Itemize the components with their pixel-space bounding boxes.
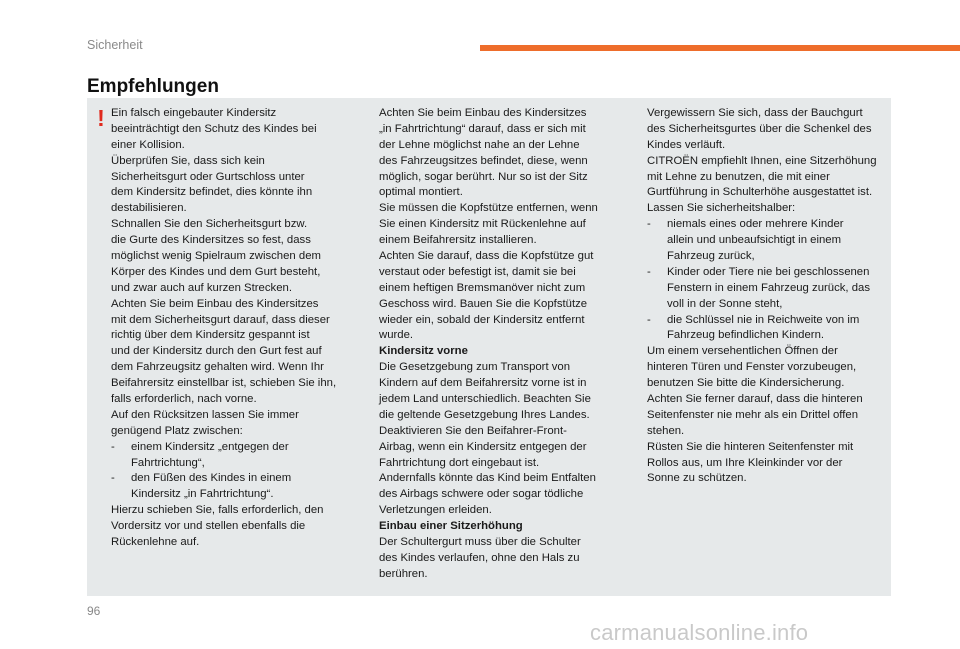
text-line: Kinder oder Tiere nie bei geschlossenen (667, 265, 870, 278)
text-line: „in Fahrtrichtung“ darauf, dass er sich mit (379, 122, 586, 135)
text-line: des Airbags schwere oder sogar tödliche (379, 488, 584, 501)
text-line: verstaut oder befestigt ist, damit sie bei (379, 265, 576, 278)
list-item (647, 265, 895, 313)
list-dash: - (647, 265, 651, 278)
text-line: Kindes verläuft. (647, 138, 726, 151)
text-line: Körper des Kindes und dem Gurt besteht, (111, 265, 321, 278)
text-line: Um einem versehentlichen Öffnen der (647, 345, 838, 358)
page-title: Empfehlungen (87, 76, 219, 97)
paragraph-block (379, 360, 627, 519)
text-line: Sicherheitsgurt oder Gurtschloss unter (111, 170, 305, 183)
text-line: möglichst wenig Spielraum zwischen dem (111, 250, 321, 263)
list-dash: - (111, 472, 115, 485)
text-line: voll in der Sonne steht, (667, 297, 783, 310)
text-line: die Schlüssel nie in Reichweite von im (667, 313, 860, 326)
text-line: Vergewissern Sie sich, dass der Bauchgurt (647, 107, 863, 119)
text-line: Rüsten Sie die hinteren Seitenfenster mit (647, 440, 854, 453)
text-line: Geschoss wird. Bauen Sie die Kopfstütze (379, 297, 588, 310)
text-line: berühren. (379, 567, 428, 580)
text-column-1 (111, 106, 359, 551)
list-item (647, 217, 895, 265)
text-line: Fahrtrichtung dort eingebaut ist. (379, 456, 540, 469)
text-line: möglich, sogar berührt. Nur so ist der Sitz (379, 170, 588, 183)
list-dash: - (647, 218, 651, 231)
text-line: Deaktivieren Sie den Beifahrer-Front- (379, 424, 567, 437)
text-line: Die Gesetzgebung zum Transport von (379, 361, 571, 374)
text-line: den Füßen des Kindes in einem (131, 472, 292, 485)
text-line: Lassen Sie sicherheitshalber: (647, 202, 796, 215)
subheading-front-child-seat: Kindersitz vorne (379, 345, 468, 358)
text-line: niemals eines oder mehrere Kinder (667, 218, 844, 231)
text-line: Beifahrersitz einstellbar ist, schieben Sie ihn, (111, 377, 337, 390)
dash-list (647, 217, 895, 344)
text-line: Sonne zu schützen. (647, 472, 747, 485)
text-line: benutzen Sie bitte die Kindersicherung. (647, 377, 845, 390)
text-line: einem Kindersitz „entgegen der (131, 440, 289, 453)
text-line: hinteren Türen und Fenster vorzubeugen, (647, 361, 857, 374)
text-line: genügend Platz zwischen: (111, 424, 243, 437)
text-line: des Fahrzeugsitzes befindet, diese, wenn (379, 154, 588, 167)
section-label: Sicherheit (87, 38, 143, 52)
paragraph-block (111, 106, 359, 440)
text-line: Ein falsch eingebauter Kindersitz (111, 107, 277, 119)
text-line: allein und unbeaufsichtigt in einem (667, 234, 842, 247)
text-line: Verletzungen erleiden. (379, 504, 492, 517)
text-line: mit Lehne zu benutzen, die mit einer (647, 170, 830, 183)
text-column-3 (647, 106, 895, 487)
text-line: beeinträchtigt den Schutz des Kindes bei (111, 122, 317, 135)
text-line: jedem Land unterschiedlich. Beachten Sie (379, 393, 591, 406)
text-line: Kindersitz „in Fahrtrichtung“. (131, 488, 274, 501)
text-line: Fahrzeug befindlichen Kindern. (667, 329, 825, 342)
text-line: Airbag, wenn ein Kindersitz entgegen der (379, 440, 587, 453)
page-number: 96 (87, 604, 101, 618)
text-line: Sie müssen die Kopfstütze entfernen, wenn (379, 202, 598, 215)
text-line: wurde. (379, 329, 414, 342)
text-line: Fahrtrichtung“, (131, 456, 205, 469)
text-column-2 (379, 106, 627, 583)
text-line: stehen. (647, 424, 685, 437)
list-dash: - (111, 440, 115, 453)
text-line: mit dem Sicherheitsgurt darauf, dass dieser (111, 313, 330, 326)
text-line: CITROËN empfiehlt Ihnen, eine Sitzerhöhung (647, 154, 877, 167)
text-line: Sie einen Kindersitz mit Rückenlehne auf (379, 218, 586, 231)
text-line: des Sicherheitsgurtes über die Schenkel des (647, 122, 872, 135)
text-line: Rollos aus, um Ihre Kleinkinder vor der (647, 456, 843, 469)
text-line: Andernfalls könnte das Kind beim Entfalten (379, 472, 596, 485)
text-line: Auf den Rücksitzen lassen Sie immer (111, 408, 299, 421)
text-line: und zwar auch auf kurzen Strecken. (111, 281, 292, 294)
text-line: Fenstern in einem Fahrzeug zurück, das (667, 281, 871, 294)
text-line: Seitenfenster nie mehr als ein Drittel offen (647, 408, 859, 421)
text-line: der Lehne möglichst nahe an der Lehne (379, 138, 580, 151)
text-line: Fahrzeug zurück, (667, 250, 755, 263)
text-line: Gurtführung in Schulterhöhe ausgestattet ist. (647, 186, 873, 199)
text-line: optimal montiert. (379, 186, 463, 199)
text-line: und der Kindersitz durch den Gurt fest auf (111, 345, 322, 358)
text-line: Schnallen Sie den Sicherheitsgurt bzw. (111, 218, 308, 231)
paragraph-block (379, 106, 627, 344)
text-line: die Gurte des Kindersitzes so fest, dass (111, 234, 311, 247)
watermark: carmanualsonline.info (590, 620, 809, 645)
text-line: dem Kindersitz befindet, dies könnte ihn (111, 186, 313, 199)
paragraph-block (647, 344, 895, 487)
text-line: die geltende Gesetzgebung Ihres Landes. (379, 408, 590, 421)
text-line: des Kindes verlaufen, ohne den Hals zu (379, 551, 580, 564)
warning-exclamation-icon: ! (97, 105, 105, 131)
list-item (111, 471, 359, 503)
text-line: falls erforderlich, nach vorne. (111, 393, 257, 406)
text-line: Hierzu schieben Sie, falls erforderlich, den (111, 504, 324, 517)
paragraph-block (111, 503, 359, 551)
text-line: Achten Sie beim Einbau des Kindersitzes (379, 107, 587, 119)
text-line: einem Beifahrersitz installieren. (379, 234, 537, 247)
text-line: Achten Sie beim Einbau des Kindersitzes (111, 297, 319, 310)
dash-list (111, 440, 359, 504)
text-line: einem heftigen Bremsmanöver nicht zum (379, 281, 586, 294)
list-item (647, 313, 895, 345)
text-line: Vordersitz vor und stellen ebenfalls die (111, 520, 306, 533)
text-line: Überprüfen Sie, dass sich kein (111, 154, 265, 167)
text-line: richtig über dem Kindersitz gespannt ist (111, 329, 310, 342)
text-line: destabilisieren. (111, 202, 187, 215)
text-line: Kindern auf dem Beifahrersitz vorne ist in (379, 377, 587, 390)
subheading-booster-seat: Einbau einer Sitzerhöhung (379, 520, 523, 533)
text-line: einer Kollision. (111, 138, 185, 151)
paragraph-block (647, 106, 895, 217)
paragraph-block (379, 535, 627, 583)
text-line: Achten Sie darauf, dass die Kopfstütze gut (379, 250, 594, 263)
list-item (111, 440, 359, 472)
text-line: dem Fahrzeugsitz gehalten wird. Wenn Ihr (111, 361, 324, 374)
section-accent-bar (480, 45, 960, 51)
text-line: Achten Sie ferner darauf, dass die hinteren (647, 393, 863, 406)
text-line: wieder ein, sobald der Kindersitz entfernt (379, 313, 585, 326)
list-dash: - (647, 313, 651, 326)
text-line: Rückenlehne auf. (111, 536, 200, 549)
text-line: Der Schultergurt muss über die Schulter (379, 536, 581, 549)
